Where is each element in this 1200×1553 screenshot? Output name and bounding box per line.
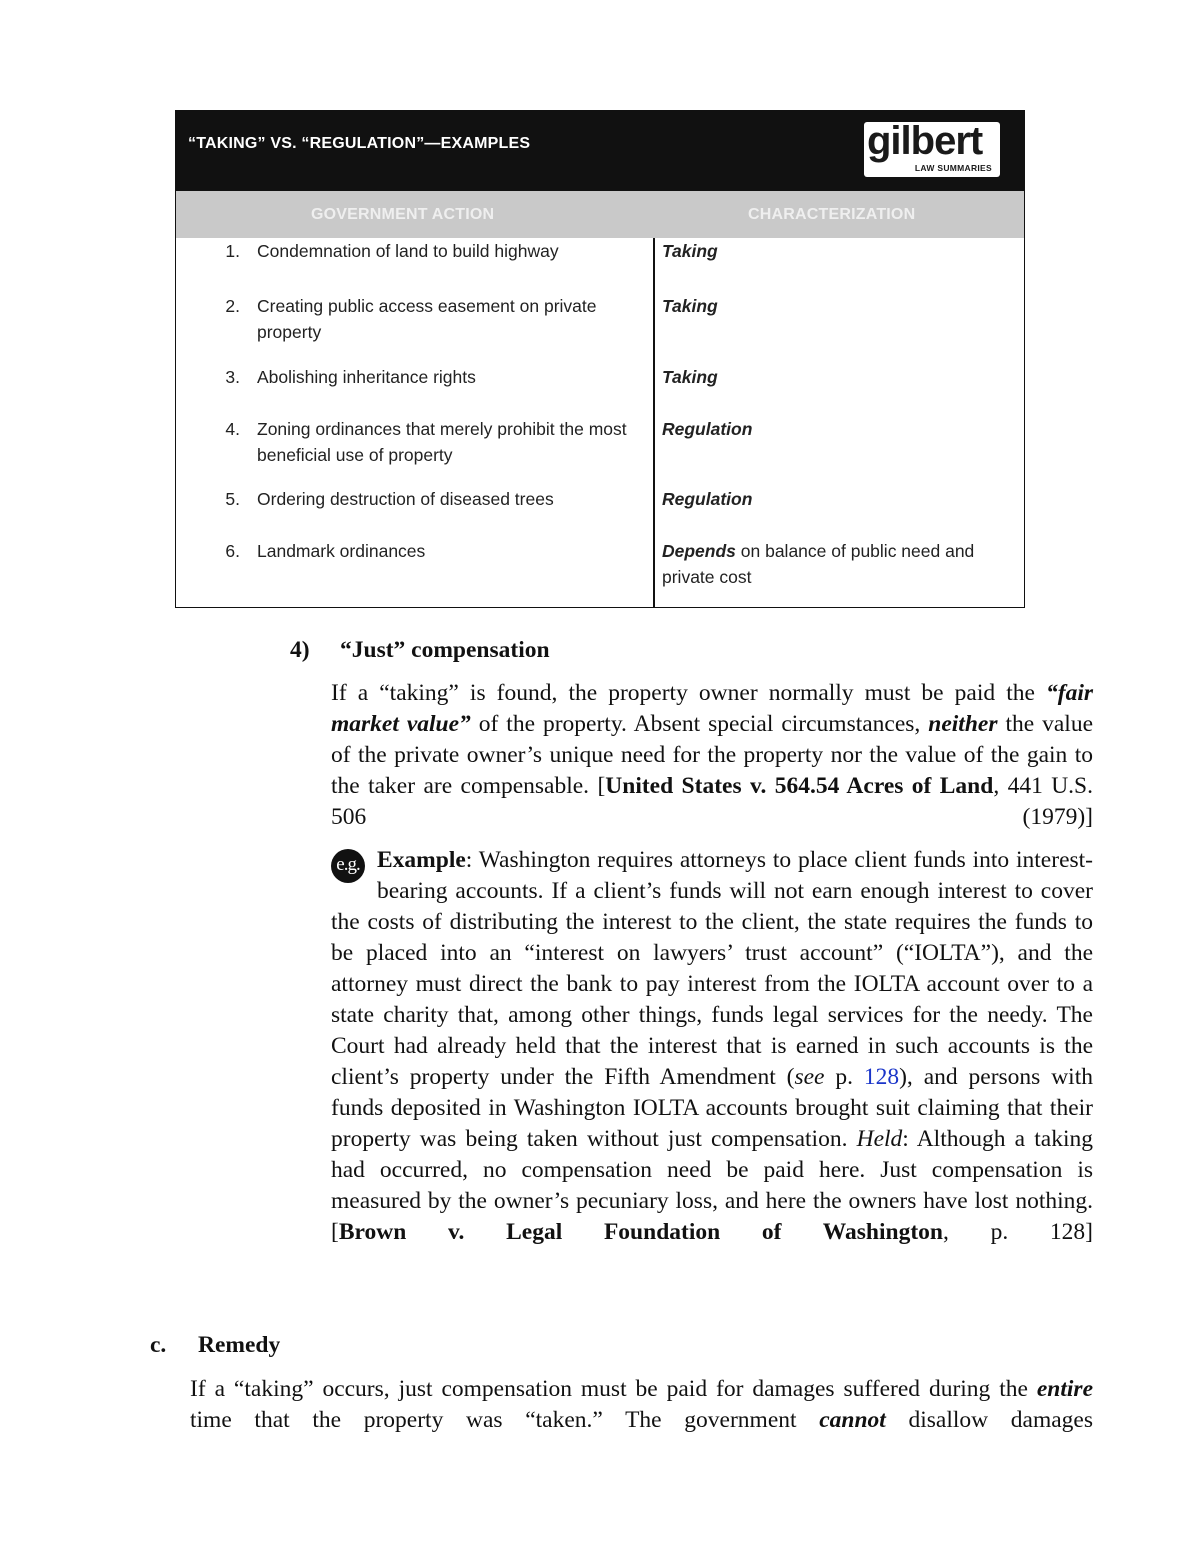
row-number: 2.: [225, 296, 240, 316]
column-header-row: [176, 191, 1024, 238]
text-run: ), and persons with funds deposited in Washington IOLTA accounts brought suit claiming that their property was being taken without just compensation.: [331, 1064, 1093, 1152]
row-characterization: [662, 238, 1017, 264]
row-characterization: [662, 416, 1017, 442]
characterization-emphasis: Taking: [662, 241, 718, 261]
text-run: : Washington requires attorneys to place client funds into interest-bearing accounts. If a client’s funds will not earn enough interest to cover the costs of distributing the interest to the client, the state requires the funds to be placed into an “interest on lawyers’ trust account” (“IOLTA”), and the attorney must direct the bank to pay interest from the IOLTA account over to a state charity that, among other things, funds legal services for the needy. The Court had already held that the interest that is earned in such accounts is the client’s property under the Fifth Amendment (: [331, 847, 1093, 1090]
gilbert-logo: [864, 119, 1000, 177]
column-divider: [653, 238, 655, 607]
row-characterization: [662, 538, 1017, 590]
case-citation: Brown v. Legal Foundation of Washington: [338, 1219, 943, 1245]
row-characterization: [662, 364, 1017, 390]
emphasis-entire: entire: [1036, 1376, 1093, 1402]
characterization-detail: on balance of public need and private cost: [662, 541, 975, 587]
emphasis-cannot: cannot: [819, 1407, 886, 1433]
text-run: of the property. Absent special circumstances,: [470, 711, 929, 737]
logo-wordmark: gilbert: [867, 119, 983, 163]
remedy-paragraph: [190, 1374, 1093, 1467]
example-paragraph: [331, 845, 1093, 1279]
held-label: Held: [856, 1126, 903, 1152]
row-action: Creating public access easement on private property: [257, 296, 597, 342]
row-characterization: [662, 293, 1017, 319]
row-number: 6.: [225, 541, 240, 561]
section-4-title: “Just” compensation: [340, 637, 550, 663]
signal-see: see: [794, 1064, 825, 1090]
text-run: disallow damages: [885, 1407, 1093, 1433]
row-action: Abolishing inheritance rights: [257, 367, 476, 387]
characterization-emphasis: Regulation: [662, 419, 753, 439]
logo-subtitle: LAW SUMMARIES: [914, 163, 992, 173]
section-4-heading: [290, 635, 550, 666]
row-number: 4.: [225, 419, 240, 439]
table-title: “TAKING” VS. “REGULATION”—EXAMPLES: [188, 135, 531, 152]
characterization-emphasis: Depends: [662, 541, 736, 561]
text-run: If a “taking” occurs, just compensation must be paid for damages suffered during the: [190, 1376, 1037, 1402]
text-run: If a “taking” is found, the property owner normally must be paid the: [331, 680, 1046, 706]
row-number: 1.: [225, 241, 240, 261]
emphasis-neither: neither: [928, 711, 998, 737]
section-c-heading: [150, 1330, 280, 1361]
text-run: the value of the private owner’s unique need for the property nor the value of the gain to the taker are compensable. [: [331, 711, 1094, 799]
example-label: Example: [377, 847, 466, 873]
row-action: Zoning ordinances that merely prohibit the most beneficial use of property: [257, 419, 627, 465]
text-run: , p. 128]: [942, 1219, 1094, 1245]
page-128-link[interactable]: 128: [863, 1064, 900, 1090]
row-number: 3.: [225, 367, 240, 387]
row-action: Ordering destruction of diseased trees: [257, 489, 554, 509]
characterization-emphasis: Regulation: [662, 489, 753, 509]
case-citation: United States v. 564.54 Acres of Land: [605, 773, 994, 799]
characterization-emphasis: Taking: [662, 296, 718, 316]
just-compensation-paragraph: [331, 678, 1093, 864]
text-run: time that the property was “taken.” The government: [190, 1407, 820, 1433]
row-action: Landmark ordinances: [257, 541, 426, 561]
text-run: , 441 U.S. 506 (1979)]: [331, 773, 1093, 830]
row-action: Condemnation of land to build highway: [257, 241, 559, 261]
text-run: : Although a taking had occurred, no compensation need be paid here. Just compensation is measured by the owner’s pecuniary loss, and here the owners have lost nothing. [: [331, 1126, 1093, 1245]
characterization-emphasis: Taking: [662, 367, 718, 387]
text-run: p.: [824, 1064, 864, 1090]
column-header-government-action: GOVERNMENT ACTION: [311, 206, 495, 223]
section-c-title: Remedy: [198, 1332, 281, 1358]
section-c-label: c.: [150, 1332, 167, 1358]
taking-vs-regulation-table: [175, 110, 1025, 608]
row-number: 5.: [225, 489, 240, 509]
section-4-label: 4): [290, 637, 310, 663]
column-header-characterization: CHARACTERIZATION: [748, 206, 916, 223]
emphasis-fair-market-value: “fair market value”: [331, 680, 1093, 737]
table-header-bar: [176, 111, 1024, 191]
example-eg-icon: e.g.: [331, 849, 365, 883]
row-characterization: [662, 486, 1017, 512]
